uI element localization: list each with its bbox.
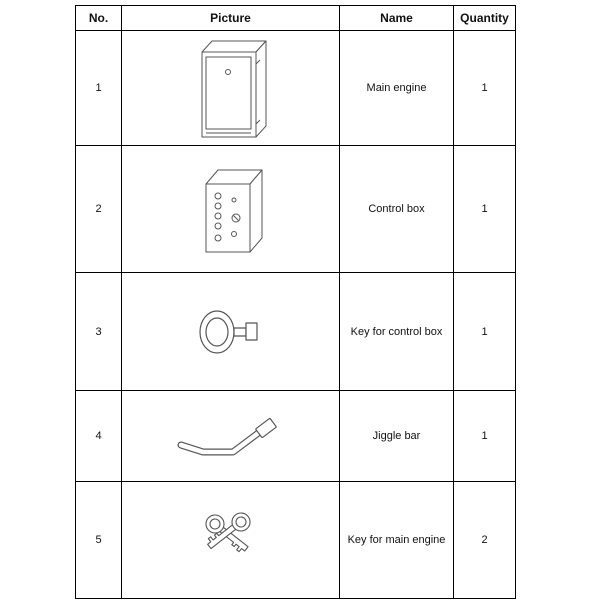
parts-table — [75, 5, 516, 599]
row-name: Main engine — [340, 31, 454, 146]
table-row — [76, 391, 516, 482]
table-row — [76, 31, 516, 146]
header-quantity: Quantity — [454, 6, 516, 31]
row-name: Jiggle bar — [340, 391, 454, 482]
row-quantity: 1 — [454, 146, 516, 273]
table-row — [76, 482, 516, 599]
row-no: 1 — [76, 31, 122, 146]
row-quantity: 1 — [454, 273, 516, 391]
control-box-key-drawing — [190, 302, 272, 362]
header-name: Name — [340, 6, 454, 31]
row-name: Key for control box — [340, 273, 454, 391]
main-engine-drawing — [190, 36, 272, 140]
table-header-row — [76, 6, 516, 31]
main-engine-keys-drawing — [171, 509, 291, 571]
row-picture — [122, 391, 340, 482]
row-quantity: 1 — [454, 391, 516, 482]
row-picture — [122, 146, 340, 273]
row-no: 5 — [76, 482, 122, 599]
table-row — [76, 273, 516, 391]
header-picture: Picture — [122, 6, 340, 31]
header-no: No. — [76, 6, 122, 31]
table-row — [76, 146, 516, 273]
control-box-drawing — [194, 160, 268, 258]
row-no: 2 — [76, 146, 122, 273]
row-picture — [122, 273, 340, 391]
row-quantity: 1 — [454, 31, 516, 146]
row-no: 3 — [76, 273, 122, 391]
row-name: Key for main engine — [340, 482, 454, 599]
row-no: 4 — [76, 391, 122, 482]
row-picture — [122, 482, 340, 599]
row-quantity: 2 — [454, 482, 516, 599]
row-name: Control box — [340, 146, 454, 273]
jiggle-bar-drawing — [173, 411, 289, 461]
row-picture — [122, 31, 340, 146]
